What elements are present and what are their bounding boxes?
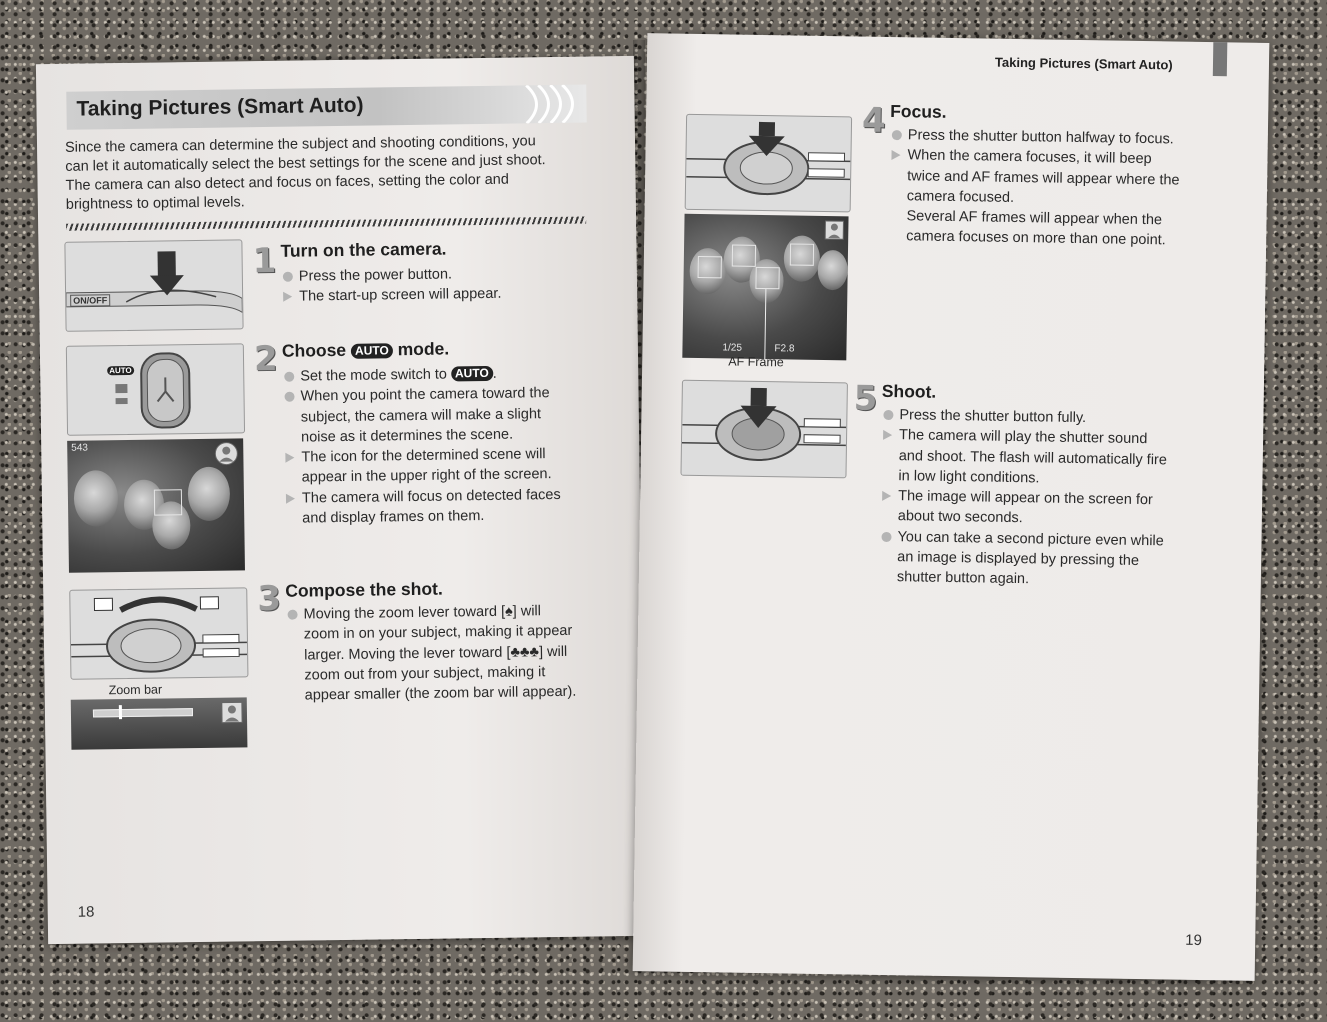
left-page [36,56,646,944]
step-2-number: 2 [253,338,278,380]
lcd-aperture: F2.8 [774,343,795,355]
bullet-continuation: larger. Moving the lever toward [♣♣♣] will [304,643,568,664]
portrait-scene-icon [221,701,243,723]
step-3-title: Compose the shot. [285,578,443,601]
af-frame-box [755,267,779,289]
bullet-continuation: about two seconds. [897,508,1023,527]
zoom-bar [93,708,193,717]
bullet-arrow: The camera will focus on detected faces [284,484,614,509]
section-title-bar [66,85,586,130]
child-face [74,470,119,527]
af-frame-photo [682,214,848,361]
bullet-continuation: camera focuses on more than one point. [906,228,1166,249]
power-button-illustration [64,239,243,331]
lcd-shutter-speed: 1/25 [722,342,743,354]
af-frame-pointer-line [764,289,766,359]
portrait-scene-icon [824,220,844,240]
step-1-number: 1 [252,240,277,282]
bullet-dot: Press the power button. [281,262,601,287]
bullet-dot: You can take a second picture even while [879,527,1229,553]
running-header: Taking Pictures (Smart Auto) [994,54,1173,73]
zoom-bar-caption: Zoom bar [108,682,163,698]
intro-paragraph [65,132,586,215]
child-face [188,467,231,522]
page-number-right: 19 [1185,931,1203,949]
bullet-dot: Press the shutter button fully. [881,405,1231,431]
bullet-continuation: appear in the upper right of the screen. [301,466,552,487]
bullet-text: Set the mode switch to [300,366,448,385]
face-detection-frame [154,489,182,515]
right-page [633,33,1270,981]
bullet-continuation: Several AF frames will appear when the [906,208,1163,229]
bullet-continuation: and display frames on them. [302,508,485,527]
step-3-body [285,600,616,706]
step-4-body [888,125,1240,252]
camera-top-diagram [65,240,242,330]
step-1-title: Turn on the camera. [280,238,447,261]
lcd-face-detection-photo [67,438,245,572]
bullet-arrow: The image will appear on the screen for [880,486,1230,512]
af-frame-box [698,256,722,278]
bullet-dot: Moving the zoom lever toward [♠] will [285,600,615,625]
step-5-number: 5 [853,378,878,419]
bullet-dot: Press the shutter button halfway to focus. [890,125,1240,151]
bullet-continuation: and shoot. The flash will automatically fire [898,447,1168,468]
bullet-continuation: in low light conditions. [898,468,1040,487]
zoom-lever-illustration [69,587,248,679]
intro-line: Since the camera can determine the subject and shooting conditions, you [64,133,536,156]
bullet-continuation: noise as it determines the scene. [301,426,514,446]
af-frame-caption: AF Frame [728,354,784,370]
auto-mode-badge: AUTO [351,343,393,359]
half-press-shutter-illustration [685,114,852,213]
mode-switch-auto-label: AUTO [109,365,132,376]
step-4-title: Focus. [890,100,947,122]
bullet-continuation: zoom in on your subject, making it appear [303,623,573,643]
af-frame-box [790,243,814,265]
page-tab-marker [1213,42,1228,76]
dog-face [817,250,848,290]
af-frame-box [732,245,756,267]
bullet-continuation: zoom out from your subject, making it [304,664,546,684]
zoom-bar-marker [119,705,122,719]
step-4-number: 4 [861,100,887,141]
shutter-full-press-diagram [681,381,846,478]
step-5-body [879,405,1232,593]
intro-line: The camera can also detect and focus on faces, setting the color and [65,171,509,194]
bullet-arrow: When the camera focuses, it will beep [889,145,1239,171]
step-1-body [281,262,602,307]
page-number-left: 18 [77,903,95,921]
step-2-title-before: Choose [281,339,347,361]
step-2-title-after: mode. [397,338,450,360]
bullet-continuation: subject, the camera will make a slight [300,405,542,426]
step-2-body [282,362,614,529]
bullet-arrow: The start-up screen will appear. [281,283,601,308]
shutter-half-press-diagram [686,115,851,212]
hatched-divider [66,217,586,231]
zoom-lever-diagram [70,588,247,678]
intro-line: can let it automatically select the best settings for the scene and just shoot. [65,152,546,175]
mode-switch-knob [137,349,194,430]
full-press-shutter-illustration [680,380,847,479]
bullet-continuation: an image is displayed by pressing the [897,549,1140,570]
bullet-dot: When you point the camera toward the [282,382,612,407]
intro-line: brightness to optimal levels. [65,194,245,213]
power-label: ON/OFF [70,294,110,307]
zoom-bar-lcd [71,697,248,749]
section-title: Taking Pictures (Smart Auto) [76,93,364,121]
bullet-arrow: The camera will play the shutter sound [881,425,1231,451]
bullet-continuation: camera focused. [906,188,1015,206]
step-2-title [282,338,450,361]
lcd-shot-count: 543 [71,442,89,454]
step-3-number: 3 [257,578,282,620]
bullet-continuation: appear smaller (the zoom bar will appear). [304,683,577,704]
auto-mode-badge: AUTO [451,366,493,382]
bullet-text: . [492,365,497,382]
step-5-title: Shoot. [881,380,937,402]
bullet-continuation: twice and AF frames will appear where the [907,167,1180,189]
bullet-arrow: The icon for the determined scene will [283,443,613,468]
title-wave-decoration [516,85,587,124]
mode-switch-illustration [66,343,245,435]
portrait-scene-icon [213,440,239,466]
bullet-continuation: shutter button again. [896,569,1030,588]
